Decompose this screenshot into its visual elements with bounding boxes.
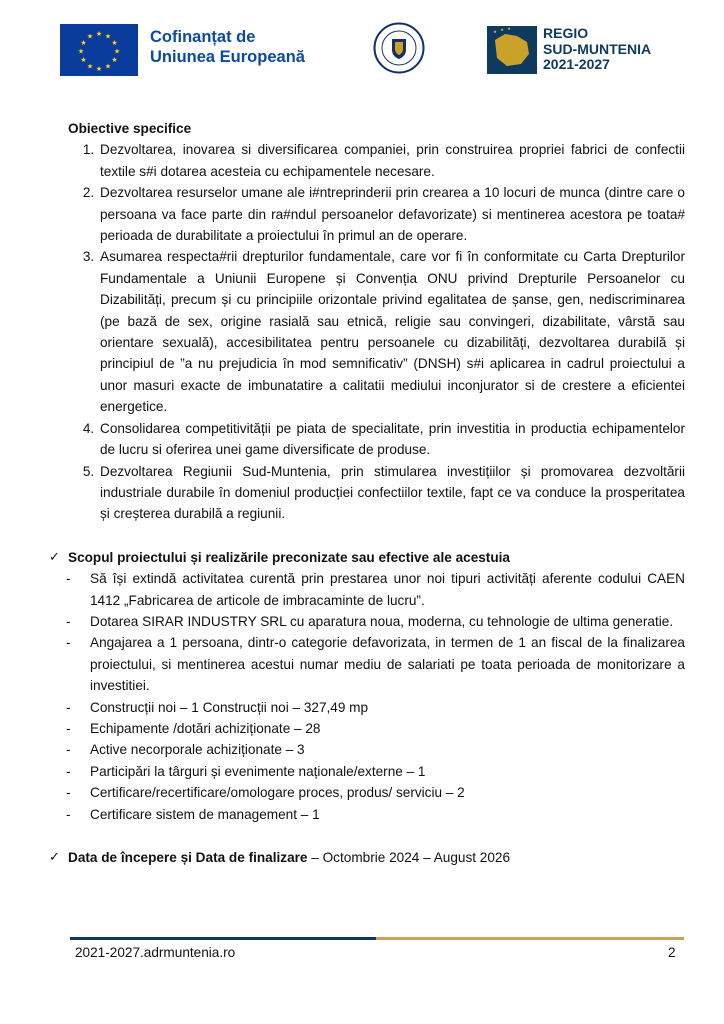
scope-heading	[49, 547, 685, 568]
objective-item: 4. Consolidarea competitivității pe piata de specialitate, prin investitia in productia echipamentelor de lucru si oferirea unei game diversificate de produse.	[98, 418, 685, 461]
svg-text:★: ★	[86, 62, 94, 71]
svg-text:★: ★	[111, 39, 118, 47]
list-item: - Participări la târguri și evenimente naționale/externe – 1	[90, 761, 685, 782]
svg-text:★: ★	[95, 30, 103, 38]
regio-program-text	[543, 26, 651, 73]
list-item: - Dotarea SIRAR INDUSTRY SRL cu aparatura noua, moderna, cu tehnologie de ultima generatie.	[90, 611, 685, 632]
svg-text:★: ★	[80, 39, 87, 47]
objective-item: 1. Dezvoltarea, inovarea si diversificarea companiei, prin construirea propriei fabrici de confectii textile s#i dotarea acesteia cu echipamentele necesare.	[98, 139, 685, 182]
page-header	[0, 0, 724, 90]
romanian-government-seal-logo	[373, 22, 425, 74]
regio-line-1: REGIO	[543, 25, 589, 41]
list-item: - Certificare sistem de management – 1	[90, 804, 685, 825]
regio-line-3: 2021-2027	[543, 56, 610, 72]
objective-item: 3. Asumarea respecta#rii drepturilor fundamentale, care vor fi în conformitate cu Carta Drepturilor Fundamentale a Uniunii Europene și Convenția ONU privind Drepturile Persoanelor cu Dizabilități, precum și cu principiile orizontale privind egalitatea de șanse, gen, nediscriminarea (pe bază de sex, origine rasială sau etnică, religie sau convingeri, dizabilitate, vârstă sau orientare sexuală), accesibilitatea pentru persoanele cu dizabilități, dezvoltarea durabilă și principiul de ”a nu prejudicia în mod semnificativ” (DNSH) s#i aplicarea in cadrul proiectului a unor masuri exacte de imbunatatire a calitatii mediului inconjurator si de crestere a eficientei energetice.	[98, 246, 685, 417]
page-number: 2	[668, 945, 676, 960]
scope-title: Scopul proiectului și realizările preconizate sau efective ale acestuia	[68, 549, 510, 565]
svg-text:★: ★	[104, 62, 112, 71]
svg-text:★: ★	[86, 32, 94, 41]
list-item: - Active necorporale achiziționate – 3	[90, 739, 685, 760]
objectives-title: Obiective specifice	[68, 121, 192, 136]
checkmark-icon: ✓	[49, 850, 60, 865]
eu-line-2: Uniunea Europeană	[150, 48, 305, 66]
svg-text:★: ★	[493, 29, 497, 34]
svg-text:★: ★	[95, 65, 103, 73]
dates-label: Data de începere și Data de finalizare	[68, 850, 308, 865]
svg-text:★: ★	[111, 56, 118, 64]
footer-divider	[70, 937, 684, 940]
footer-divider-blue	[70, 937, 376, 940]
footer-divider-gold	[376, 937, 684, 940]
scope-results-list	[68, 568, 685, 825]
svg-text:★: ★	[104, 32, 112, 41]
svg-text:★: ★	[77, 47, 85, 56]
objective-item: 2. Dezvoltarea resurselor umane ale i#ntreprinderii prin crearea a 10 locuri de munca (dintre care o persoana va face parte din ra#ndul persoanelor defavorizate) si mentinerea acestora pe toata# perioada de durabilitate a proiectului în primul an de operare.	[98, 182, 685, 246]
list-item: - Construcții noi – 1 Construcții noi – 327,49 mp	[90, 697, 685, 718]
list-item: - Echipamente /dotări achiziționate – 28	[90, 718, 685, 739]
regio-line-2: SUD-MUNTENIA	[543, 40, 652, 57]
footer-website-url: 2021-2027.adrmuntenia.ro	[75, 945, 236, 960]
svg-text:★: ★	[113, 47, 121, 56]
svg-text:★: ★	[507, 26, 511, 31]
list-item: - Certificare/recertificare/omologare proces, produs/ serviciu – 2	[90, 782, 685, 803]
regio-map-logo	[487, 26, 537, 74]
eu-line-1: Cofinanțat de	[150, 28, 256, 46]
objective-item: 5. Dezvoltarea Regiunii Sud-Muntenia, prin stimularea investițiilor și promovarea dezvoltării industriale durabile în domeniul producției confectiilor textile, fapt ce va conduce la prosperitatea și creșterea durabilă a regiunii.	[98, 461, 685, 525]
svg-text:★: ★	[500, 27, 504, 32]
dates-value: – Octombrie 2024 – August 2026	[307, 850, 511, 865]
objectives-list	[68, 139, 685, 524]
eu-cofinancing-text	[150, 27, 305, 67]
eu-flag-logo	[60, 24, 138, 76]
dates-heading	[49, 847, 685, 868]
document-body	[49, 118, 685, 868]
list-item: - Angajarea a 1 persoana, dintr-o categorie defavorizata, in termen de 1 an fiscal de la finalizarea proiectului, si mentinerea acestui numar mediu de salariati pe toata perioada de monitorizare a investitiei.	[90, 632, 685, 696]
svg-text:★: ★	[80, 56, 87, 64]
list-item: - Să își extindă activitatea curentă prin prestarea unor noi tipuri activități aferente codului CAEN 1412 „Fabricarea de articole de imbracaminte de lucru”.	[90, 568, 685, 611]
checkmark-icon: ✓	[49, 549, 60, 565]
